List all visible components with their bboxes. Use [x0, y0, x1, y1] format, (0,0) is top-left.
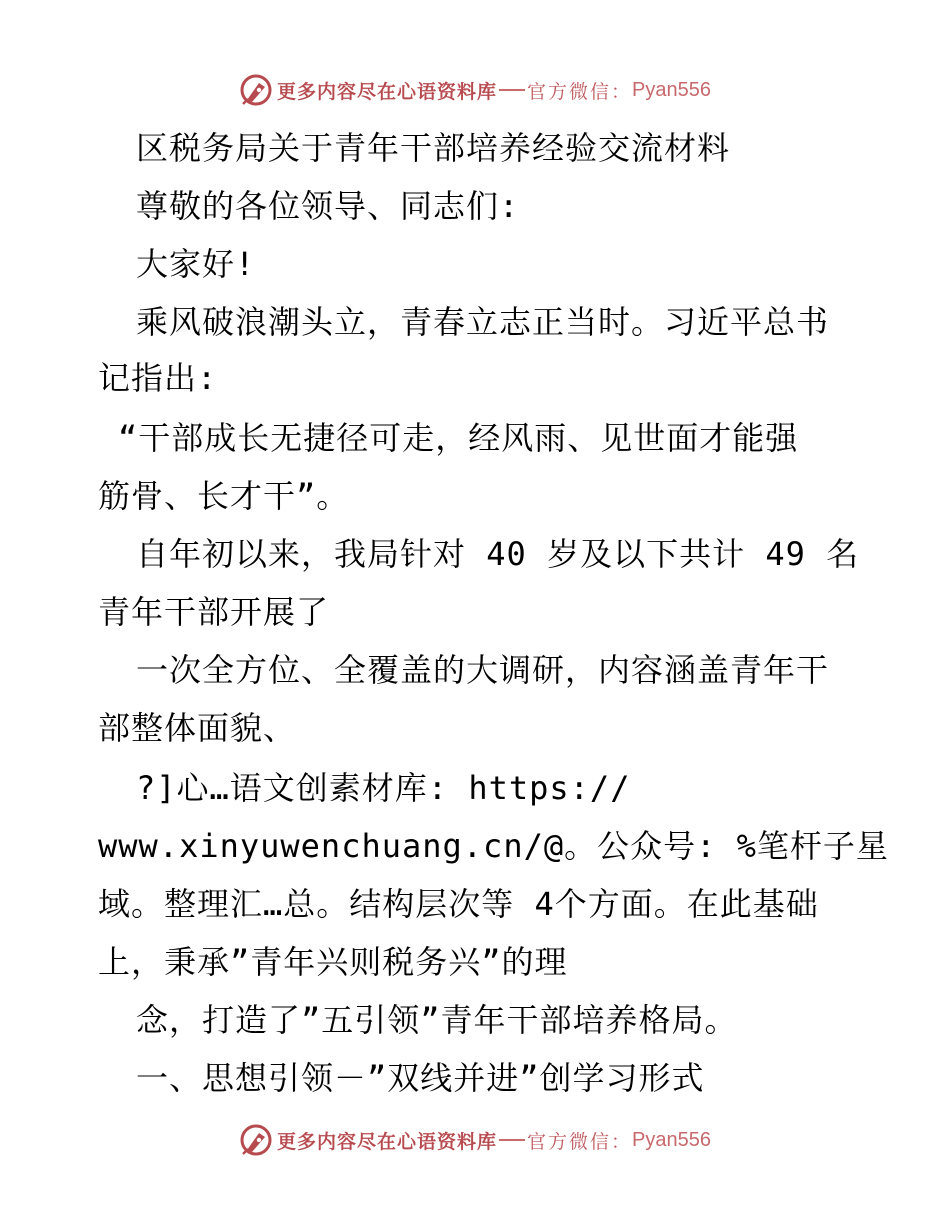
document-title: 区税务局关于青年干部培养经验交流材料 — [136, 129, 731, 167]
paragraph-line: www.xinyuwenchuang.cn/@。公众号: %笔杆子星 — [98, 827, 889, 865]
watermark-wechat-id: Pyan556 — [632, 78, 711, 101]
quote-line: “干部成长无捷径可走，经风雨、见世面才能强 — [118, 419, 799, 457]
greeting: 大家好! — [136, 245, 256, 283]
watermark-wechat-id: Pyan556 — [632, 1128, 711, 1151]
watermark-official-label: 官方微信： — [527, 1130, 633, 1153]
watermark-official-label: 官方微信： — [527, 80, 633, 103]
paragraph-line: 记指出: — [98, 359, 218, 397]
paragraph-line: 上，秉承”青年兴则税务兴”的理 — [98, 943, 568, 981]
paragraph-line: ?]心…语文创素材库: https:// — [136, 769, 631, 807]
watermark-banner-top — [0, 68, 950, 112]
paragraph-line: 自年初以来，我局针对 40 岁及以下共计 49 名 — [136, 535, 860, 573]
watermark-brand: 更多内容尽在心语资料库 — [277, 1130, 498, 1153]
watermark-banner-bottom — [0, 1118, 950, 1162]
paragraph-line: 青年干部开展了 — [98, 593, 330, 631]
pen-nib-icon — [239, 73, 273, 107]
watermark-dash — [499, 89, 525, 91]
paragraph-line: 域。整理汇…总。结构层次等 4个方面。在此基础 — [98, 885, 819, 923]
quote-line: 筋骨、长才干”。 — [98, 477, 350, 515]
paragraph-line: 乘风破浪潮头立，青春立志正当时。习近平总书 — [136, 303, 830, 341]
salutation: 尊敬的各位领导、同志们: — [136, 187, 520, 225]
paragraph-line: 念，打造了”五引领”青年干部培养格局。 — [136, 1001, 738, 1039]
section-heading: 一、思想引领－”双线并进”创学习形式 — [136, 1059, 705, 1097]
pen-nib-icon — [239, 1123, 273, 1157]
paragraph-line: 部整体面貌、 — [98, 709, 297, 747]
watermark-dash — [499, 1139, 525, 1141]
paragraph-line: 一次全方位、全覆盖的大调研，内容涵盖青年干 — [136, 651, 830, 689]
watermark-brand: 更多内容尽在心语资料库 — [277, 80, 498, 103]
